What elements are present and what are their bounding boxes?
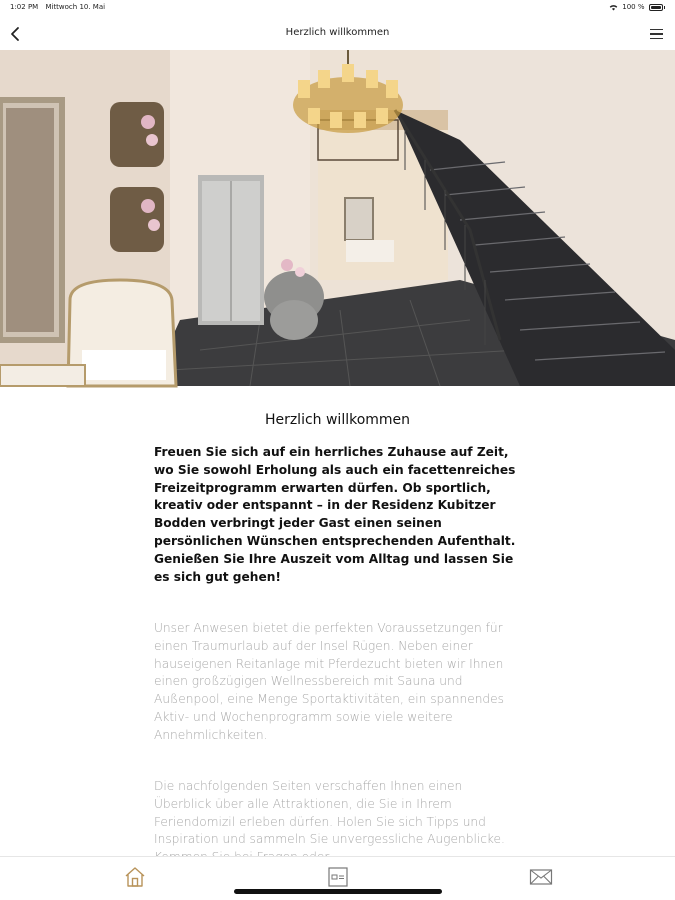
battery-tip xyxy=(664,6,666,9)
hero-image xyxy=(0,50,675,386)
status-time-date xyxy=(10,3,110,11)
wifi-icon xyxy=(609,4,618,11)
battery-icon xyxy=(649,4,663,11)
body-paragraph-2: Die nachfolgenden Seiten verschaffen Ihnen einen Überblick über alle Attraktionen, die Sie in Ihrem Feriendomizil erleben dürfen. Holen Sie sich Tipps und Inspiration und sammeln Sie unvergessliche Augenblicke. xyxy=(154,779,505,847)
menu-button[interactable] xyxy=(647,24,667,44)
content-area xyxy=(0,386,675,856)
hamburger-menu-icon xyxy=(650,29,663,31)
tab-mail[interactable] xyxy=(528,865,554,889)
home-indicator[interactable] xyxy=(234,889,442,894)
battery-percent: 100 % xyxy=(622,3,645,11)
content-heading: Herzlich willkommen xyxy=(264,412,411,428)
hamburger-line xyxy=(650,33,663,35)
tab-home[interactable] xyxy=(122,865,148,889)
status-bar xyxy=(0,0,675,18)
tab-news[interactable] xyxy=(325,865,351,889)
envelope-icon xyxy=(529,868,553,886)
status-indicators xyxy=(609,3,665,11)
hamburger-line xyxy=(650,38,663,40)
page-title: Herzlich willkommen xyxy=(285,27,390,38)
newspaper-icon xyxy=(327,866,349,888)
intro-paragraph: Freuen Sie sich auf ein herrliches Zuhause auf Zeit, wo Sie sowohl Erholung als auch ein facettenreiches Freizeitprogramm erwarten dürfen. Ob sportlich, kreativ oder entspannt – in der Residenz Kubitzer Bodden verbringt jeder Gast einen seinen persönlichen Wünschen entsprechenden Aufenthalt. Genießen Sie Ihre Auszeit vom Alltag und lassen Sie es sich gut gehen! xyxy=(154,445,516,584)
body-paragraph-1: Unser Anwesen bietet die perfekten Voraussetzungen für einen Traumurlaub auf der Insel Rügen. Neben einer hauseigenen Reitanlage mit Pferdezucht bieten wir Ihnen einen großzügigen Wellnessbereich mit Sauna und Außenpool, eine Menge Sportaktivitäten, ein spannendes Aktiv- und Wochenprogramm sowie viele weitere Annehmlichkeiten. xyxy=(154,621,505,742)
lobby-illustration xyxy=(0,50,675,386)
navigation-bar xyxy=(0,18,675,50)
bottom-tab-bar xyxy=(0,856,675,900)
home-icon xyxy=(124,866,146,888)
status-date: Mittwoch 10. Mai xyxy=(45,3,106,11)
status-time: 1:02 PM xyxy=(10,3,39,11)
